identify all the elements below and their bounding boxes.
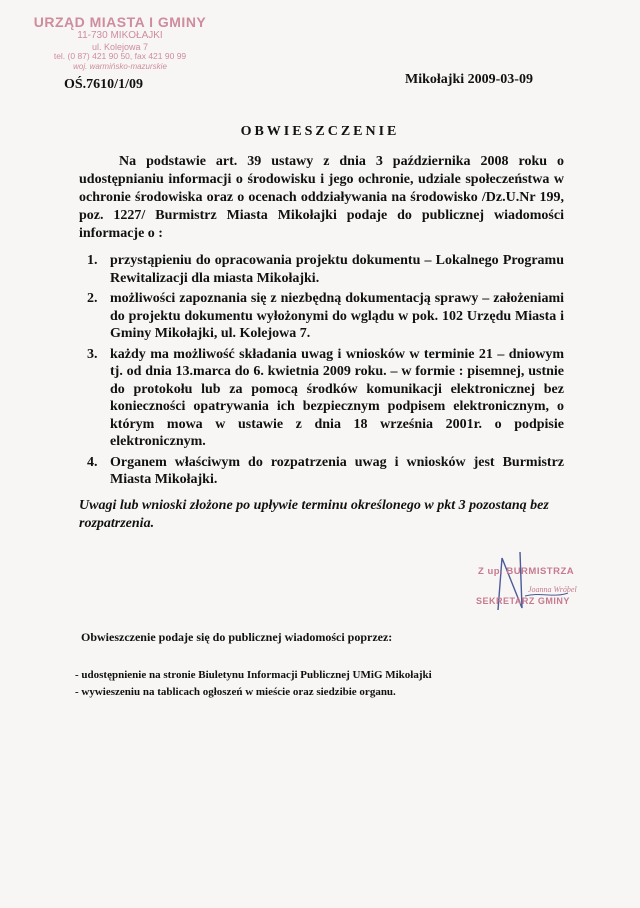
stamp-line-1: URZĄD MIASTA I GMINY [33, 14, 207, 30]
italic-note: Uwagi lub wnioski złożone po upływie terminu określonego w pkt 3 pozostaną bez rozpatrzenia. [79, 498, 549, 531]
signature-name: Joanna Wróbel [528, 585, 577, 594]
list-item: 2. możliwości zapoznania się z niezbędną dokumentacją sprawy – założeniami do projektu dokumentu wyłożonymi do wglądu w pok. 102 Urzędu Miasta i Gminy Mikołajki, ul. Kolejowa 7. [87, 291, 564, 341]
reference-number: OŚ.7610/1/09 [64, 77, 143, 92]
document-title: OBWIESZCZENIE [240, 124, 400, 139]
numbered-list [79, 252, 564, 492]
signature-z-line: Z up. BURMISTRZA [478, 566, 575, 577]
list-item: 1. przystąpieniu do opracowania projektu dokumentu – Lokalnego Programu Rewitalizacji dla miasta Mikołajki. [87, 253, 564, 286]
signature-role: SEKRETARZ GMINY [476, 596, 570, 606]
intro-paragraph: Na podstawie art. 39 ustawy z dnia 3 października 2008 roku o udostępnianiu informacji o środowisku i jego ochronie, udziale społeczeństwa w ochronie środowiska oraz o ocenach oddziaływania na środowisko /Dz.U.Nr 199, poz. 1227/ Burmistrz Miasta Mikołajki podaje do publicznej wiadomości informacje o : [79, 154, 564, 241]
signature-stamp [470, 548, 600, 618]
stamp-line-4: tel. (0 87) 421 90 50, fax 421 90 99 [53, 50, 187, 61]
list-item: - wywieszeniu na tablicach ogłoszeń w mieście oraz siedzibie organu. [75, 686, 396, 698]
list-item: 4. Organem właściwym do rozpatrzenia uwag i wniosków jest Burmistrz Miasta Mikołajki. [87, 454, 564, 487]
footer-list [75, 667, 432, 701]
stamp-line-2: 11-730 MIKOŁAJKI [77, 30, 163, 42]
list-item: - udostępnienie na stronie Biuletynu Informacji Publicznej UMiG Mikołajki [75, 669, 432, 681]
list-item: 3. każdy ma możliwość składania uwag i wniosków w terminie 21 – dniowym tj. od dnia 13.marca do 6. kwietnia 2009 roku. – w formie : pisemnej, ustnie do protokołu lub za pomocą środków komunikacji elektronicznej bez konieczności opatrywania ich bezpiecznym podpisem elektronicznym, o którym mowa w ustawie z dnia 18 września 2001r. o podpisie elektronicznym. [87, 346, 564, 449]
handwritten-signature [470, 548, 600, 618]
footer-heading: Obwieszczenie podaje się do publicznej wiadomości poprzez: [81, 630, 393, 644]
stamp-line-3: ul. Kolejowa 7 [91, 41, 149, 52]
stamp-line-5: woj. warmińsko-mazurskie [73, 61, 167, 71]
document-date: Mikołajki 2009-03-09 [405, 72, 533, 87]
office-stamp [30, 14, 210, 71]
